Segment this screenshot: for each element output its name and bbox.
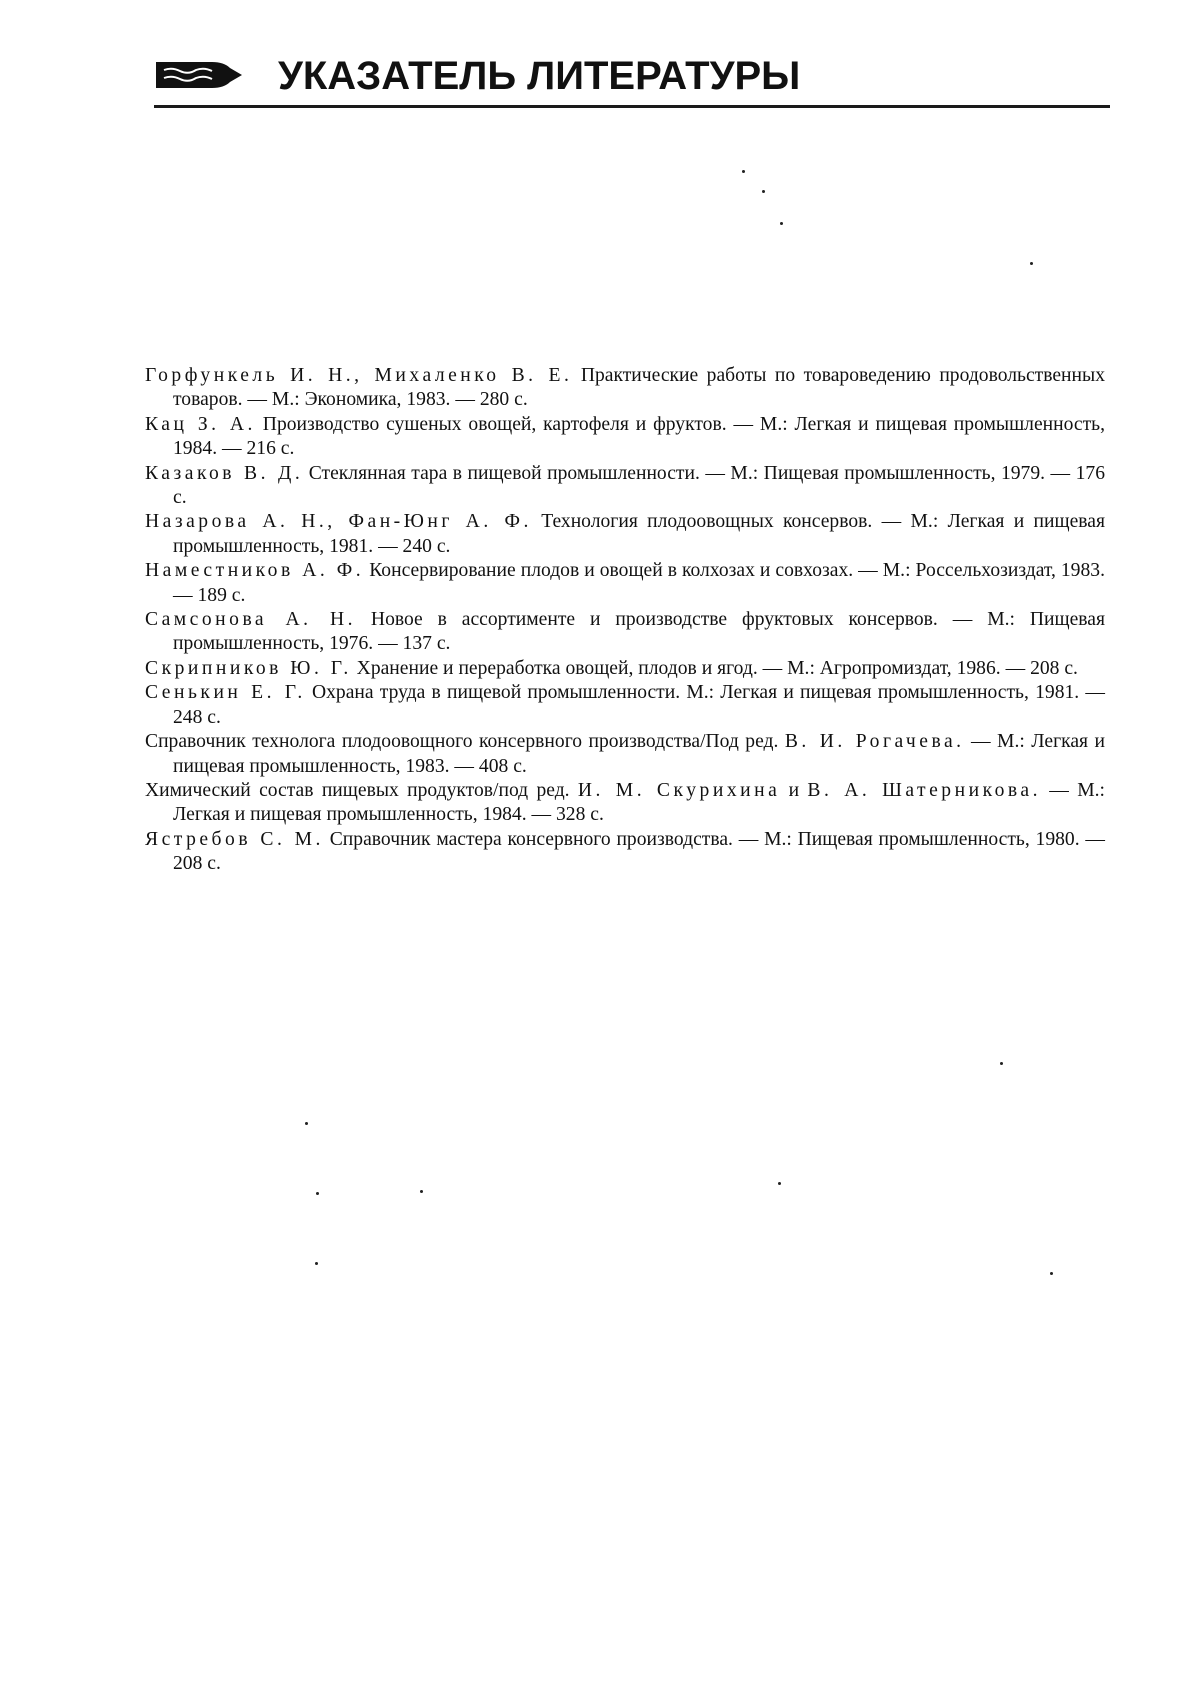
header-rule [154, 105, 1110, 108]
scan-speck [1000, 1062, 1003, 1065]
page-header [154, 48, 1110, 108]
reference-text: Консервирование плодов и овощей в колхозах и совхозах. — М.: Россельхозиздат, 1983. — 189 с. [173, 560, 1105, 606]
reference-item [145, 730, 1105, 779]
reference-text: Производство сушеных овощей, картофеля и фруктов. — М.: Легкая и пищевая промышленность, 1984. — 216 с. [173, 413, 1105, 460]
reference-item [145, 681, 1105, 730]
reference-author-2: В. А. Шатерникова. [807, 779, 1041, 801]
reference-item [145, 828, 1105, 877]
scan-speck [780, 222, 783, 225]
reference-title: Справочник технолога плодоовощного консервного производства/Под ред. [145, 731, 785, 753]
reference-text: Новое в ассортименте и производстве фруктовых консервов. — М.: Пищевая промышленность, 1976. — 137 с. [173, 609, 1105, 655]
reference-text: — М.: Легкая и пищевая промышленность, 1984. — 328 с. [173, 779, 1105, 826]
reference-item [145, 462, 1105, 511]
scan-speck [305, 1122, 308, 1125]
reference-text: Охрана труда в пищевой промышленности. М.: Легкая и пищевая промышленность, 1981. — 248 с. [173, 682, 1105, 728]
scan-speck [420, 1190, 423, 1193]
reference-author: Самсонова А. Н. [145, 609, 357, 631]
book-mark-icon [154, 58, 244, 92]
reference-title: Химический состав пищевых продуктов/под ред. [145, 779, 578, 801]
reference-item [145, 510, 1105, 559]
page-title: УКАЗАТЕЛЬ ЛИТЕРАТУРЫ [278, 54, 801, 98]
scan-speck [1030, 262, 1033, 265]
reference-author: Сенькин Е. Г. [145, 682, 306, 704]
reference-text: — М.: Легкая и пищевая промышленность, 1983. — 408 с. [173, 731, 1105, 777]
reference-text: Справочник мастера консервного производства. — М.: Пищевая промышленность, 1980. — 208 с. [173, 828, 1105, 875]
reference-item [145, 559, 1105, 608]
reference-item [145, 413, 1105, 462]
scan-speck [316, 1192, 319, 1195]
reference-author: И. М. Скурихина [577, 779, 781, 801]
reference-author: Наместников А. Ф. [145, 560, 365, 582]
reference-connector: и [780, 779, 808, 801]
scan-speck [762, 190, 765, 193]
reference-author: Ястребов С. М. [145, 828, 324, 850]
reference-author: Горфункель И. Н., Михаленко В. Е. [145, 365, 573, 386]
reference-author: Кац З. А. [145, 413, 256, 435]
reference-text: Практические работы по товароведению продовольственных товаров. — М.: Экономика, 1983. — 280 с. [173, 365, 1105, 411]
scan-speck [1050, 1272, 1053, 1275]
reference-text: Хранение и переработка овощей, плодов и ягод. — М.: Агропромиздат, 1986. — 208 с. [351, 657, 1078, 679]
reference-text: Технология плодоовощных консервов. — М.: Легкая и пищевая промышленность, 1981. — 240 с. [173, 511, 1105, 557]
reference-item [145, 779, 1105, 828]
reference-item [145, 657, 1105, 681]
reference-author: Казаков В. Д. [145, 462, 304, 484]
scan-speck [742, 170, 745, 173]
reference-author: В. И. Рогачева. [784, 731, 965, 753]
reference-text: Стеклянная тара в пищевой промышленности. — М.: Пищевая промышленность, 1979. — 176 с. [173, 462, 1105, 509]
scan-speck [315, 1262, 318, 1265]
reference-list [145, 364, 1105, 877]
scan-speck [778, 1182, 781, 1185]
reference-item [145, 608, 1105, 657]
reference-author: Скрипников Ю. Г. [145, 657, 352, 679]
reference-item [145, 364, 1105, 413]
reference-author: Назарова А. Н., Фан-Юнг А. Ф. [145, 511, 532, 533]
